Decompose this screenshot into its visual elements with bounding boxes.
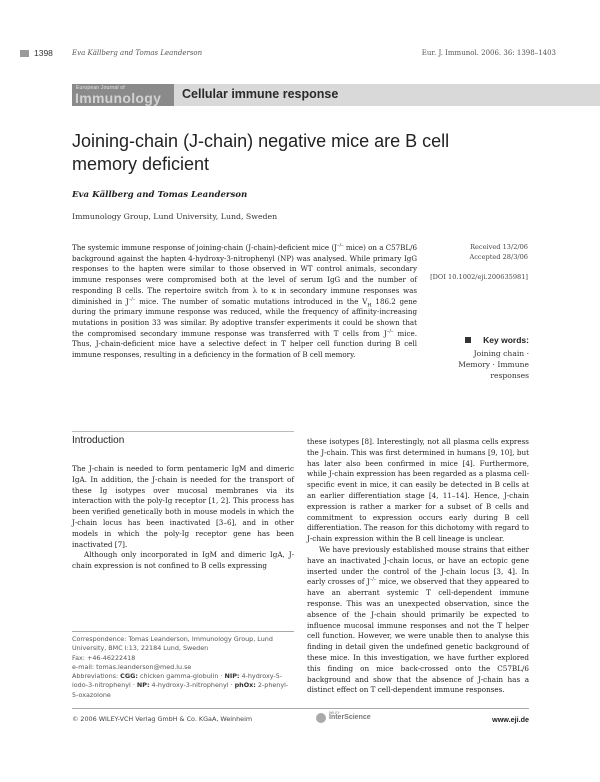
author-affiliation: Immunology Group, Lund University, Lund, Sweden — [72, 212, 278, 221]
abstract: The systemic immune response of joining-chain (J-chain)-deficient mice (J–/– mice) on a C57BL/6 background against the hapten 4-hydroxy-3-nitrophenyl (NP) was analysed. While primary IgG responses to the hapten were similar to those observed in WT control animals, secondary immune responses were compromised both at the level of serum IgG and the number of responding B cells. The repertoire switch from λ to κ in secondary immune responses was diminished in J–/– mice. The number of somatic mutations introduced in the $V_H$ 186.2 gene during the primary immune response was reduced, while the frequency of affinity-increasing mutations in position 33 was similar. By adoptive transfer experiments it could be shown that the compromised secondary immune response was transferred with T cells from J–/– mice. Thus, J-chain-deficient mice have a selective defect in T helper cell function during B cell immune responses, resulting in a deficiency in the formation of B cell memory. — [72, 242, 418, 360]
doi-link[interactable]: [DOI 10.1002/eji.200635981] — [430, 273, 528, 281]
correspondence-address: Correspondence: Tomas Leanderson, Immunology Group, Lund University, BMC I:13, 22184 Lund, Sweden — [72, 635, 273, 653]
keywords-bullet-icon — [465, 337, 471, 343]
introduction-heading: Introduction — [72, 435, 125, 446]
keywords-heading: Key words: — [483, 335, 529, 345]
body-column-left — [72, 464, 294, 572]
article-authors: Eva Källberg and Tomas Leanderson — [72, 190, 248, 200]
paragraph: these isotypes [8]. Interestingly, not all plasma cells express the J-chain. This was first determined in humans [9, 10], but has later also been confirmed in mice [4]. Furthermore, while J-chain expression has been regarded as a plasma cell-specific event in mice, it can easily be detected in B cells at an earlier differentiation stage [4, 11–14]. Hence, J-chain expression is rather a marker for a subset of B cells and commitment to expression occurs early during B cell differentiation. The reason for this dichotomy with regard to J-chain expression within the B cell lineage is unclear. — [307, 437, 529, 544]
section-divider — [72, 431, 294, 432]
logo-title: Immunology — [75, 90, 162, 106]
publisher-small-text: WILEY — [329, 711, 340, 715]
correspondence-email[interactable]: e-mail: tomas.leanderson@med.lu.se — [72, 662, 192, 671]
journal-logo — [72, 84, 174, 106]
page-number: 1398 — [34, 48, 53, 58]
footnote-divider — [72, 631, 294, 632]
correspondence-fax: Fax: +46-46222418 — [72, 653, 136, 662]
paragraph: We have previously established mouse strains that either have an inactivated J-chain locus, or have an ectopic gene inserted under the control of the J-chain locus [3, 4]. In early crosses of J–/– mice, we observed that they appeared to have an aberrant systemic T cell-dependent immune response. This was an unexpected observation, since the absence of the J-chain should primarily be expected to influence mucosal immune responses and not the T helper cell function. However, we were unable then to analyse this finding in detail given the undefined genetic background of these mice. In this investigation, we have further explored this finding on mice back-crossed onto the C57BL/6 background and show that the absence of J-chain has a distinct effect on T cell-dependent immune responses. — [307, 544, 529, 695]
article-dates — [440, 243, 528, 262]
section-title: Cellular immune response — [182, 87, 339, 101]
running-journal-citation: Eur. J. Immunol. 2006. 36: 1398–1403 — [421, 49, 556, 57]
abbreviations: Abbreviations: CGG: chicken gamma-globulin · NIP: 4-hydroxy-5-iodo-3-nitrophenyl · NP: 4-hydroxy-3-nitrophenyl · phOx: 2-phenyl-5-oxazolone — [72, 672, 289, 699]
wiley-logo-icon — [316, 713, 326, 723]
correspondence-footnote — [72, 635, 294, 700]
logo-subtitle: European Journal of — [76, 85, 125, 91]
keywords-list: Joining chain · Memory · Immune responses — [458, 349, 529, 380]
publisher-name: InterScience — [329, 714, 371, 721]
paragraph: Although only incorporated in IgM and dimeric IgA, J-chain expression is not confined to B cells expressing — [72, 550, 294, 571]
received-date: Received 13/2/06 — [470, 243, 528, 251]
body-column-right — [307, 437, 529, 696]
paragraph: The J-chain is needed to form pentameric IgM and dimeric IgA. In addition, the J-chain is needed for the transport of these Ig isotypes over mucosal membranes via its interaction with the poly-Ig receptor [1, 2]. This process has been verified genetically both in mouse models in which the J-chain locus has been inactivated [3–6], and in other models in which the poly-Ig receptor gene has been inactivated [7]. — [72, 464, 294, 549]
running-authors: Eva Källberg and Tomas Leanderson — [72, 49, 203, 57]
copyright-notice: © 2006 WILEY-VCH Verlag GmbH & Co. KGaA, Weinheim — [72, 715, 253, 723]
section-band — [174, 84, 600, 106]
accepted-date: Accepted 28/3/06 — [469, 252, 528, 261]
article-title: Joining-chain (J-chain) negative mice are B cell memory deficient — [72, 131, 450, 174]
page-marker — [20, 50, 29, 57]
footer-divider — [72, 708, 529, 709]
running-header — [0, 48, 600, 62]
journal-url-link[interactable]: www.eji.de — [492, 715, 529, 724]
